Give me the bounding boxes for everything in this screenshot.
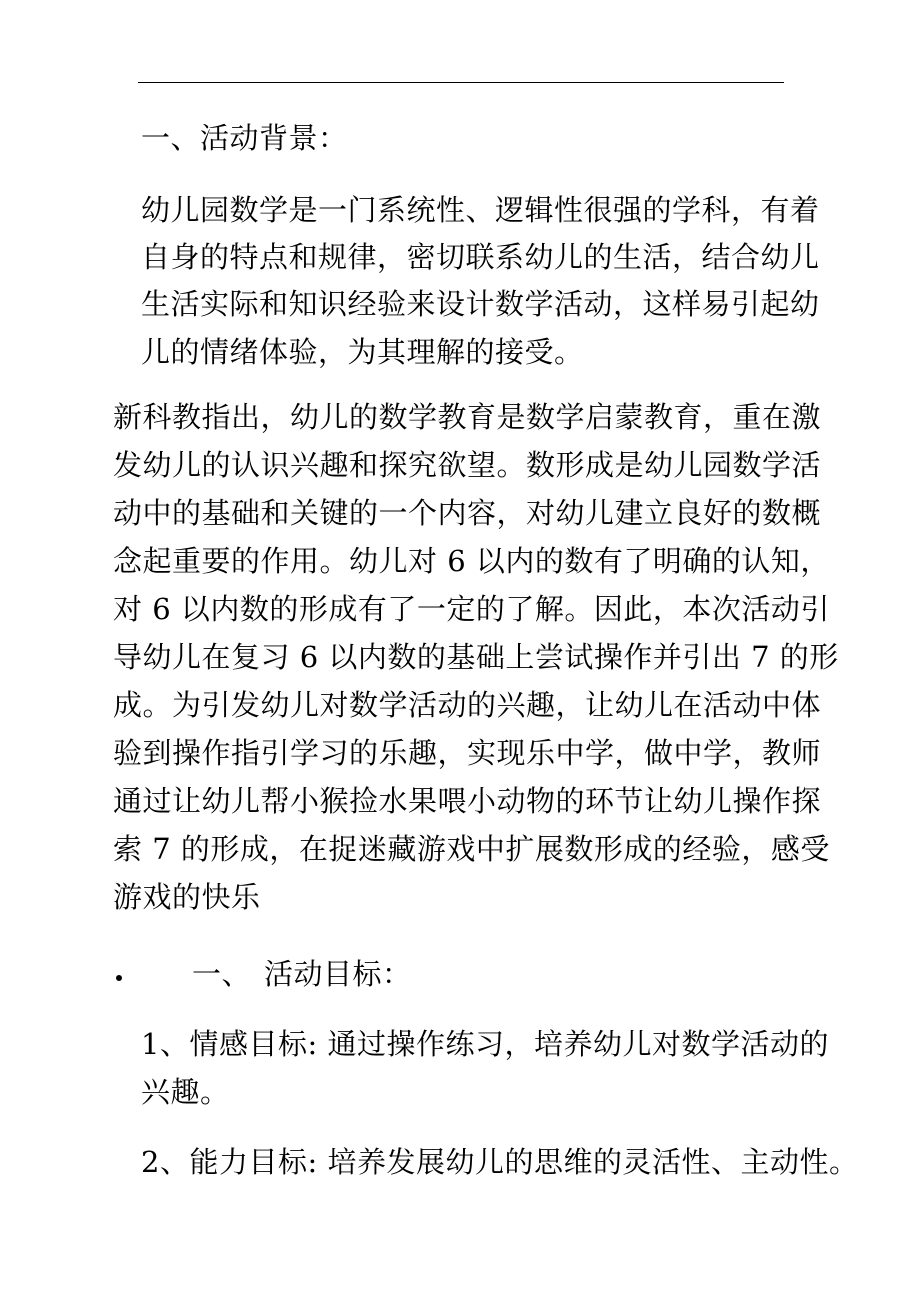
paragraph-line: 成。为引发幼儿对数学活动的兴趣，让幼儿在活动中体 xyxy=(113,688,822,722)
paragraph-line: 游戏的快乐 xyxy=(113,880,261,914)
paragraph-line: 导幼儿在复习 6 以内数的基础上尝试操作并引出 7 的形 xyxy=(113,640,839,674)
paragraph-line: 发幼儿的认识兴趣和探究欲望。数形成是幼儿园数学活 xyxy=(113,448,822,482)
paragraph-line: 自身的特点和规律，密切联系幼儿的生活，结合幼儿 xyxy=(141,240,820,274)
list-bullet xyxy=(116,975,122,981)
paragraph-line: 通过让幼儿帮小猴捡水果喂小动物的环节让幼儿操作探 xyxy=(113,784,822,818)
paragraph-line: 索 7 的形成，在捉迷藏游戏中扩展数形成的经验，感受 xyxy=(113,832,830,866)
goal-line: 兴趣。 xyxy=(141,1075,230,1109)
section-heading-background: 一、活动背景： xyxy=(141,121,348,155)
paragraph-line: 念起重要的作用。幼儿对 6 以内的数有了明确的认知， xyxy=(113,544,830,578)
paragraph-line: 对 6 以内数的形成有了一定的了解。因此，本次活动引 xyxy=(113,592,830,626)
paragraph-line: 新科教指出，幼儿的数学教育是数学启蒙教育，重在激 xyxy=(113,400,822,434)
header-rule xyxy=(138,82,784,83)
paragraph-line: 儿的情绪体验，为其理解的接受。 xyxy=(141,335,584,369)
section-heading-number: 一、 xyxy=(192,957,252,991)
paragraph-line: 动中的基础和关键的一个内容，对幼儿建立良好的数概 xyxy=(113,496,822,530)
goal-line: 1、情感目标: 通过操作练习，培养幼儿对数学活动的 xyxy=(141,1027,829,1061)
paragraph-line: 幼儿园数学是一门系统性、逻辑性很强的学科，有着 xyxy=(141,193,820,227)
paragraph-line: 生活实际和知识经验来设计数学活动，这样易引起幼 xyxy=(141,287,820,321)
paragraph-line: 验到操作指引学习的乐趣，实现乐中学，做中学，教师 xyxy=(113,736,822,770)
section-heading-goals: 活动目标： xyxy=(264,957,412,991)
goal-line: 2、能力目标: 培养发展幼儿的思维的灵活性、主动性。 xyxy=(141,1145,859,1179)
